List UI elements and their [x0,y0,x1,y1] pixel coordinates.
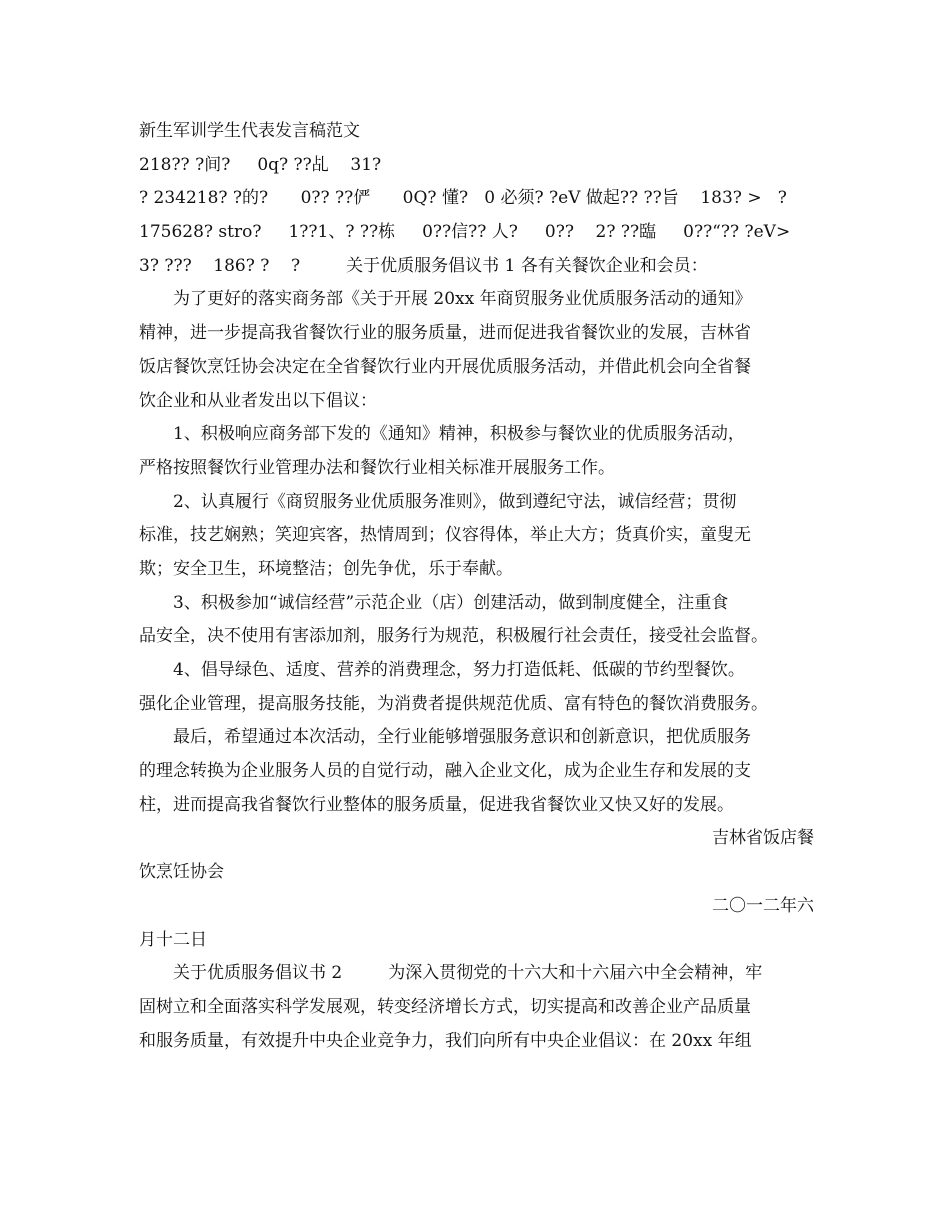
date-line: 二〇一二年六 [712,895,814,916]
list-item-line: 强化企业管理，提高服务技能，为消费者提供规范优质、富有特色的餐饮消费服务。 [139,693,768,714]
list-item-line: 3、积极参加“诚信经营”示范企业（店）创建活动，做到制度健全，注重食 [173,592,729,613]
paragraph-line: 最后，希望通过本次活动，全行业能够增强服务意识和创新意识，把优质服务 [173,727,751,748]
initiative2-heading: 关于优质服务倡议书 2 [173,963,343,984]
garbled-line: ? 234218? ?的? 0?? ??俨 0Q? 懂? 0 必须? ?eV 做起?? ??旨 183? > ? [139,188,787,209]
paragraph-line: 和服务质量，有效提升中央企业竞争力，我们向所有中央企业倡议：在 20xx 年组 [139,1030,752,1051]
paragraph-line: 精神，进一步提高我省餐饮行业的服务质量，进而促进我省餐饮业的发展，吉林省 [139,323,751,344]
paragraph-line: 饮企业和从业者发出以下倡议： [139,390,377,411]
garbled-line: 218?? ?间? 0q? ??乩 31? [139,154,382,175]
list-item-line: 1、积极响应商务部下发的《通知》精神，积极参与餐饮业的优质服务活动， [173,424,745,445]
list-item-line: 4、倡导绿色、适度、营养的消费理念，努力打造低耗、低碳的节约型餐饮。 [173,660,745,680]
paragraph-line: 固树立和全面落实科学发展观，转变经济增长方式，切实提高和改善企业产品质量 [139,996,751,1017]
garbled-line-with-heading [139,250,814,284]
document-body [139,115,814,1058]
initiative2-first-line [139,957,814,991]
date-line-continued: 月十二日 [139,929,207,950]
list-item-line: 严格按照餐饮行业管理办法和餐饮行业相关标准开展服务工作。 [139,457,615,478]
paragraph-line: 的理念转换为企业服务人员的自觉行动，融入企业文化，成为企业生存和发展的支 [139,761,751,782]
list-item-line: 标准，技艺娴熟；笑迎宾客，热情周到；仪容得体，举止大方；货真价实，童叟无 [139,525,751,546]
signature-line-continued: 饮烹饪协会 [139,862,224,883]
paragraph-line: 柱，进而提高我省餐饮行业整体的服务质量，促进我省餐饮业又快又好的发展。 [139,794,734,815]
paragraph-text: 为深入贯彻党的十六大和十六届六中全会精神，牢 [388,963,763,984]
signature-line: 吉林省饭店餐 [712,828,814,849]
garbled-line: 175628? stro? 1??1、? ??栋 0??信?? 人? 0?? 2? ??臨 0??“?? ?eV> [139,222,791,243]
list-item-line: 欺；安全卫生，环境整洁；创先争优，乐于奉献。 [139,558,513,579]
paragraph-line: 为了更好的落实商务部《关于开展 20xx 年商贸服务业优质服务活动的通知》 [173,289,752,310]
list-item-line: 2、认真履行《商贸服务业优质服务准则》，做到遵纪守法，诚信经营；贯彻 [173,491,737,512]
initiative1-heading: 关于优质服务倡议书 1 各有关餐饮企业和会员： [346,255,708,276]
paragraph-line: 饭店餐饮烹饪协会决定在全省餐饮行业内开展优质服务活动，并借此机会向全省餐 [139,356,751,377]
document-title: 新生军训学生代表发言稿范文 [139,121,360,141]
garbled-text: 3? ??? 186? ? ? [139,255,301,276]
list-item-line: 品安全，决不使用有害添加剂，服务行为规范，积极履行社会责任，接受社会监督。 [139,626,768,647]
